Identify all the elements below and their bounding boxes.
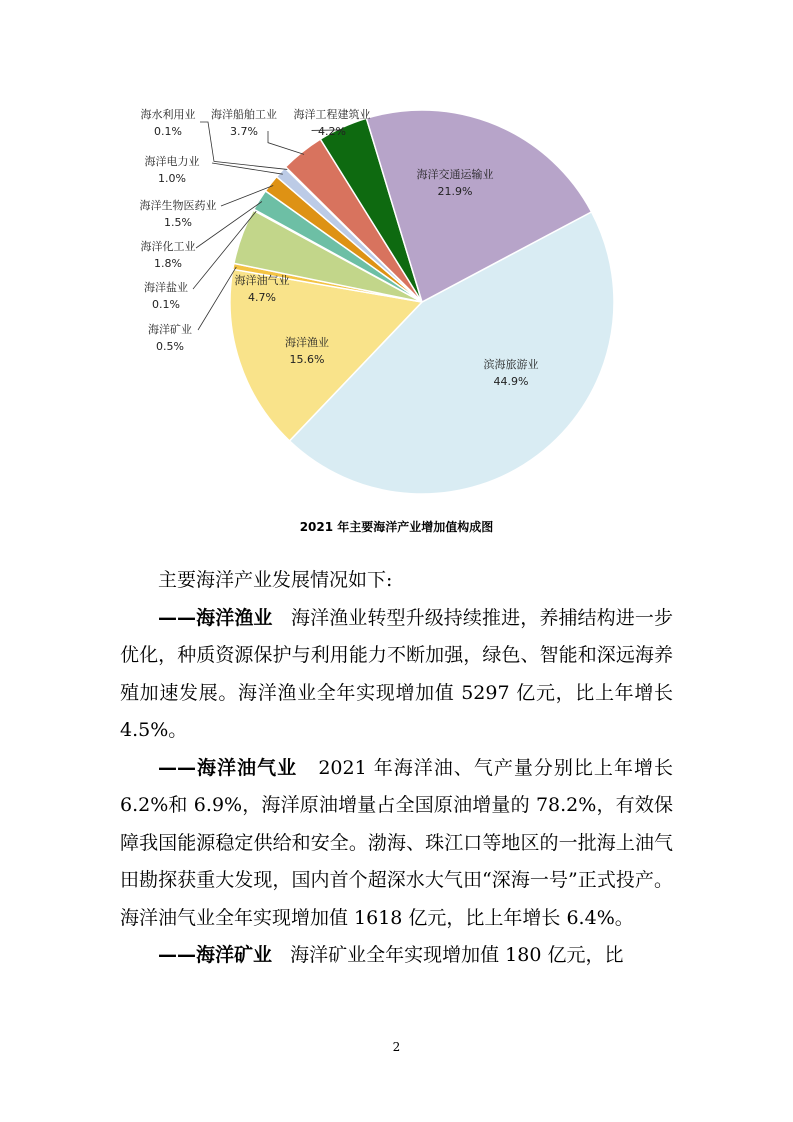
slice-10-label: 海洋船舶工业 — [211, 108, 277, 121]
slice-12-value: 21.9% — [437, 185, 473, 198]
intro-paragraph — [120, 562, 673, 600]
mining-heading: ——海洋矿业 — [158, 944, 273, 966]
slice-4-value: 4.7% — [248, 291, 276, 304]
oilgas-heading: ——海洋油气业 — [158, 756, 298, 779]
pie-chart — [0, 0, 793, 510]
fishery-body: 海洋渔业转型升级持续推进，养捕结构进一步优化，种质资源保护与利用能力不断加强，绿色、智能和深远海养殖加速发展。海洋渔业全年实现增加值 5297 亿元，比上年增长 4.5%。 — [120, 606, 673, 741]
slice-8-leader — [212, 163, 283, 174]
slice-10-leader — [268, 131, 304, 154]
slice-3-label: 海洋矿业 — [148, 323, 192, 336]
slice-8-value: 1.0% — [158, 172, 186, 185]
page-number: 2 — [392, 1040, 401, 1054]
slice-2-label: 海洋渔业 — [285, 336, 329, 349]
slice-2-value: 15.6% — [289, 353, 325, 366]
slice-7-label: 海洋生物医药业 — [139, 199, 217, 212]
fishery-heading: ——海洋渔业 — [158, 606, 273, 629]
slice-5-label: 海洋盐业 — [144, 281, 188, 294]
slice-7-value: 1.5% — [164, 216, 192, 229]
slice-9-value: 0.1% — [154, 125, 182, 138]
body-text — [120, 562, 673, 975]
chart-caption: 2021 年主要海洋产业增加值构成图 — [299, 520, 494, 534]
slice-5-value: 0.1% — [152, 298, 180, 311]
slice-9-label: 海水利用业 — [140, 108, 196, 121]
mining-body: 海洋矿业全年实现增加值 180 亿元，比 — [290, 944, 624, 966]
slice-1-label: 滨海旅游业 — [483, 358, 539, 371]
slice-4-label: 海洋油气业 — [234, 274, 290, 287]
slice-6-value: 1.8% — [154, 257, 182, 270]
slice-3-value: 0.5% — [156, 340, 184, 353]
slice-12-label: 海洋交通运输业 — [416, 168, 494, 181]
slice-6-label: 海洋化工业 — [140, 240, 196, 253]
mining-paragraph — [120, 937, 673, 975]
slice-1-value: 44.9% — [493, 375, 529, 388]
slice-11-label: 海洋工程建筑业 — [293, 108, 371, 121]
intro-text: 主要海洋产业发展情况如下: — [158, 569, 393, 591]
slice-8-label: 海洋电力业 — [144, 155, 200, 168]
slice-10-value: 3.7% — [230, 125, 258, 138]
fishery-paragraph — [120, 600, 673, 750]
oilgas-paragraph — [120, 750, 673, 938]
oilgas-body: 2021 年海洋油、气产量分别比上年增长 6.2%和 6.9%，海洋原油增量占全国原油增量的 78.2%，有效保障我国能源稳定供给和安全。渤海、珠江口等地区的一批海上油气田勘探获重大发现，国内首个超深水大气田“深海一号”正式投产。海洋油气业全年实现增加值 1618 亿元，比上年增长 6.4%。 — [120, 756, 673, 929]
slice-11-value: 4.2% — [318, 125, 346, 138]
